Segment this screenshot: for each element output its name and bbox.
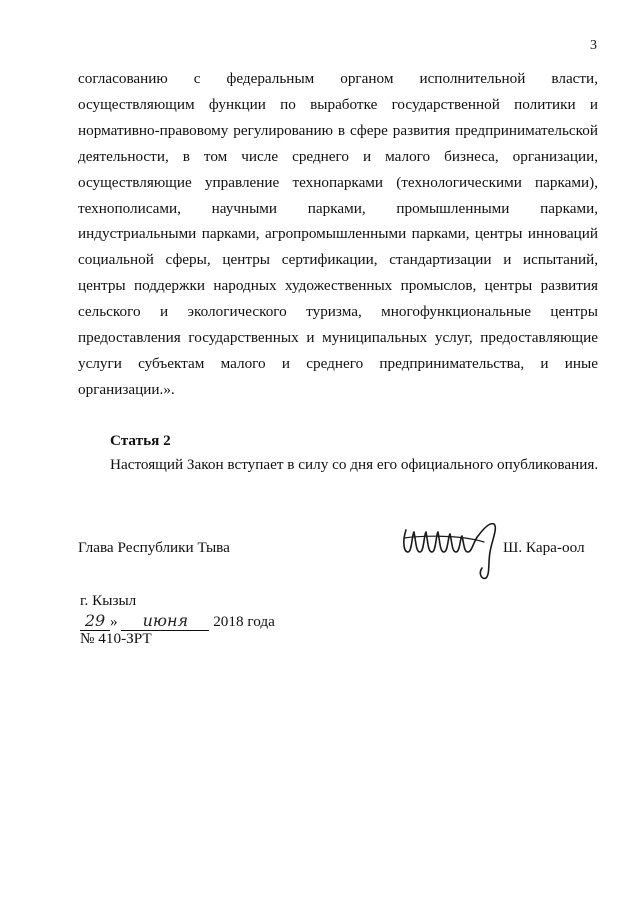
body-line: индустриальными парками, агропромышленными парками, центры инноваций <box>78 225 598 243</box>
body-text <box>78 66 598 403</box>
handwritten-signature <box>398 512 508 582</box>
body-line: сельского и экологического туризма, многофункциональные центры <box>78 303 598 321</box>
signatory-name: Ш. Кара-оол <box>503 539 585 556</box>
body-line: осуществляющие управление технопарками (технологическими парками), <box>78 173 598 191</box>
date-year: 2018 года <box>213 613 275 630</box>
body-line: организации.». <box>78 380 175 398</box>
date-quote: » <box>110 613 118 630</box>
body-line: услуги субъектам малого и среднего предпринимательства, и иные <box>78 354 598 372</box>
date-day: 29 <box>80 611 110 631</box>
law-number: № 410-ЗРТ <box>80 630 152 647</box>
date-line <box>80 611 275 631</box>
body-line: социальной сферы, центры сертификации, стандартизации и испытаний, <box>78 251 598 269</box>
body-line: согласованию с федеральным органом исполнительной власти, <box>78 70 598 87</box>
city: г. Кызыл <box>80 592 137 609</box>
body-line: центры поддержки народных художественных промыслов, центры развития <box>78 277 598 295</box>
article-title: Статья 2 <box>110 432 171 449</box>
body-line: технополисами, научными парками, промышленными парками, <box>78 199 598 217</box>
signatory-position: Глава Республики Тыва <box>78 539 230 556</box>
article-text: Настоящий Закон вступает в силу со дня его официального опубликования. <box>110 456 599 473</box>
page-number: 3 <box>590 38 597 53</box>
body-line: нормативно-правовому регулированию в сфере развития предпринимательской <box>78 121 598 139</box>
date-month-handwritten: июня <box>121 611 209 631</box>
body-line: деятельности, в том числе среднего и малого бизнеса, организации, <box>78 147 598 165</box>
body-line: предоставления государственных и муниципальных услуг, предоставляющие <box>78 329 598 347</box>
body-line: осуществляющим функции по выработке государственной политики и <box>78 95 598 113</box>
